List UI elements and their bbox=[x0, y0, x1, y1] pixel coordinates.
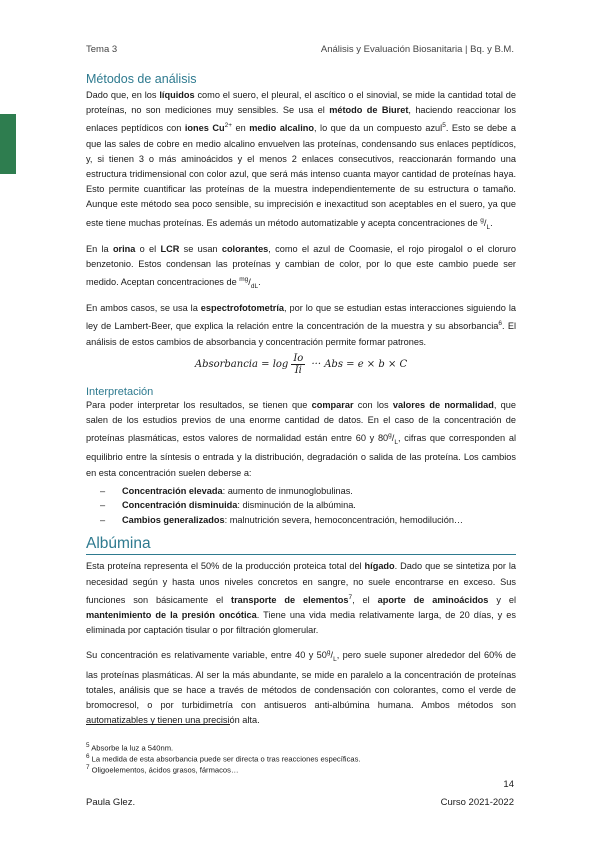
footnote-text: Oligoelementos, ácidos grasos, fármacos… bbox=[91, 765, 239, 775]
bold-term: orina bbox=[112, 243, 136, 254]
superscript: g bbox=[388, 432, 392, 440]
bold-term: mantenimiento de la presión oncótica bbox=[86, 610, 257, 621]
bold-term: Concentración disminuida bbox=[122, 500, 238, 511]
footer-author: Paula Glez. bbox=[86, 797, 136, 808]
superscript: mg bbox=[239, 276, 249, 284]
paragraph-interpretacion: Para poder interpretar los resultados, se tienen que comparar con los valores de normalidad, que salen de los estudios previos de una enorme cantidad de datos. En el caso de la concentración de proteínas plasmáticas, estos valores de normalidad están entre 60 y $80^g/_L$, cifras que corresponden al equilibrio entre la síntesis o entrada y la distribución, degradación o salida de las proteína. Los cambios en esta concentración suelen deberse a: bbox=[86, 399, 516, 478]
footnote-7 bbox=[86, 762, 239, 776]
list-item-generalizados: – Cambios generalizados: malnutrición severa, hemoconcentración, hemodilución… bbox=[86, 513, 516, 528]
header-course: Análisis y Evaluación Biosanitaria | Bq. y B.M. bbox=[320, 44, 514, 55]
footnote-divider bbox=[86, 724, 230, 725]
bold-term: espectrofotometría bbox=[200, 303, 285, 314]
bold-term: colorantes bbox=[221, 243, 269, 254]
formula-absorbancia bbox=[86, 353, 516, 376]
footnote-marker: 6 bbox=[86, 753, 90, 760]
page-number: 14 bbox=[503, 779, 514, 790]
formula-fraction bbox=[291, 353, 305, 376]
superscript: 6 bbox=[498, 320, 503, 328]
subscript: dL bbox=[250, 283, 259, 291]
chapter-tab-marker bbox=[0, 114, 16, 174]
footnote-marker: 7 bbox=[86, 764, 90, 771]
formula-denominator: Ii bbox=[294, 364, 302, 376]
paragraph-colorantes: En la orina o el LCR se usan colorantes, como el azul de Coomasie, el rojo pirogalol o el cloruro benzetonio. Estos condensan las proteínas y cambian de color, por lo que este cambio puede ser medido. Aceptan concentraciones de $^{mg}/_{dL}$. bbox=[86, 243, 516, 291]
list-item-elevada: – Concentración elevada: aumento de inmunoglobulinas. bbox=[86, 484, 516, 499]
bold-term: LCR bbox=[160, 243, 180, 254]
formula-rhs: ··· Abs = e × b × C bbox=[311, 358, 408, 370]
heading-albumina: Albúmina bbox=[86, 535, 516, 555]
heading-metodos: Métodos de análisis bbox=[86, 72, 197, 86]
bold-term: iones Cu bbox=[184, 123, 225, 134]
bold-term: Concentración elevada bbox=[122, 485, 223, 496]
bold-term: valores de normalidad bbox=[392, 399, 494, 410]
page-body bbox=[86, 72, 516, 735]
footnote-marker: 5 bbox=[86, 742, 90, 749]
paragraph-biuret: Dado que, en los líquidos como el suero, el pleural, el ascítico o el sinovial, se mide la cantidad total de proteínas, no son mediciones muy sensibles. Se usa el método de Biuret, haciendo reaccionar los enlaces peptídicos con iones $Cu^{2+}$ en medio alcalino, lo que da un compuesto azul$^5$. Esto se debe a que las sales de cobre en medio alcalino envuelven las proteínas, condensando sus enlaces peptídicos, y, si tienen 3 o más aminoácidos y el menos 2 enlaces consecutivos, reaccionarán formando una estructura tridimensional con color azul, que será más intenso cuanta mayor cantidad de proteínas haya. Esto permite cuantificar las proteínas de la muestra independientemente de su estructura o tamaño. Aunque este método sea poco sensible, su imprecisión e inexactitud son aceptables en el suero, ya que este tiene muchas proteínas. Es además un método automatizable y acepta concentraciones de $^g/_L$. bbox=[86, 90, 517, 231]
paragraph-albumina-funciones: Esta proteína representa el 50% de la producción proteica total del hígado. Dado que se sintetiza por la necesidad según y hasta unos niveles concretos en sangre, no suele encontrarse en exceso. Sus funciones son básicamente el transporte de elementos$^7$, el aporte de aminoácidos y el mantenimiento de la presión oncótica. Tiene una vida media relativamente larga, de 20 días, y es eliminada por captación tisular o por filtración glomerular. bbox=[86, 561, 516, 636]
subscript: L bbox=[394, 439, 398, 447]
subscript: L bbox=[486, 223, 491, 231]
bold-term: Cambios generalizados bbox=[122, 514, 225, 525]
subscript: L bbox=[333, 656, 337, 664]
paragraph-albumina-concentracion: Su concentración es relativamente variable, entre 40 y $50^g/_L$, pero suele suponer alrededor del 60% de las proteínas plasmáticas. Al ser la más abundante, se mide en paralelo a la concentración de proteínas totales, análisis que se hace a través de métodos de condensación con colorantes, como el verde de bromocresol, o por turbidimetría con antisueros anti-albúmina humana. Ambos métodos son automatizables y tienen una precisión alta. bbox=[86, 649, 516, 726]
formula-lhs: Absorbancia = log bbox=[194, 358, 289, 370]
bold-term: medio alcalino bbox=[249, 123, 314, 134]
header-topic: Tema 3 bbox=[86, 44, 118, 55]
bold-term: hígado bbox=[364, 561, 395, 572]
list-cambios bbox=[86, 484, 516, 528]
bold-term: método de Biuret bbox=[329, 105, 409, 116]
superscript: g bbox=[326, 649, 331, 657]
list-item-disminuida: – Concentración disminuida: disminución de la albúmina. bbox=[86, 498, 516, 513]
footnote-text: Absorbe la luz a 540nm. bbox=[91, 743, 174, 753]
footer-course-year: Curso 2021-2022 bbox=[440, 797, 514, 808]
bold-term: aporte de aminoácidos bbox=[377, 594, 489, 605]
superscript: 2+ bbox=[224, 122, 233, 130]
footnote-text: La medida de esta absorbancia puede ser directa o tras reacciones específicas. bbox=[91, 754, 361, 764]
paragraph-espectrofotometria: En ambos casos, se usa la espectrofotometría, por lo que se estudian estas interacciones siguiendo la ley de Lambert-Beer, que explica la relación entre la concentración de la muestra y su absorbancia$^6$. El análisis de estos cambios de absorbancia y concentración permite formar patrones. bbox=[86, 303, 516, 347]
bold-term: líquidos bbox=[159, 90, 195, 100]
formula-numerator: Io bbox=[293, 352, 304, 364]
superscript: 7 bbox=[348, 593, 353, 601]
superscript: g bbox=[480, 216, 484, 224]
bold-term: comparar bbox=[311, 399, 354, 410]
heading-interpretacion: Interpretación bbox=[86, 385, 154, 398]
bold-term: transporte de elementos bbox=[231, 594, 349, 605]
superscript: 5 bbox=[442, 122, 446, 130]
